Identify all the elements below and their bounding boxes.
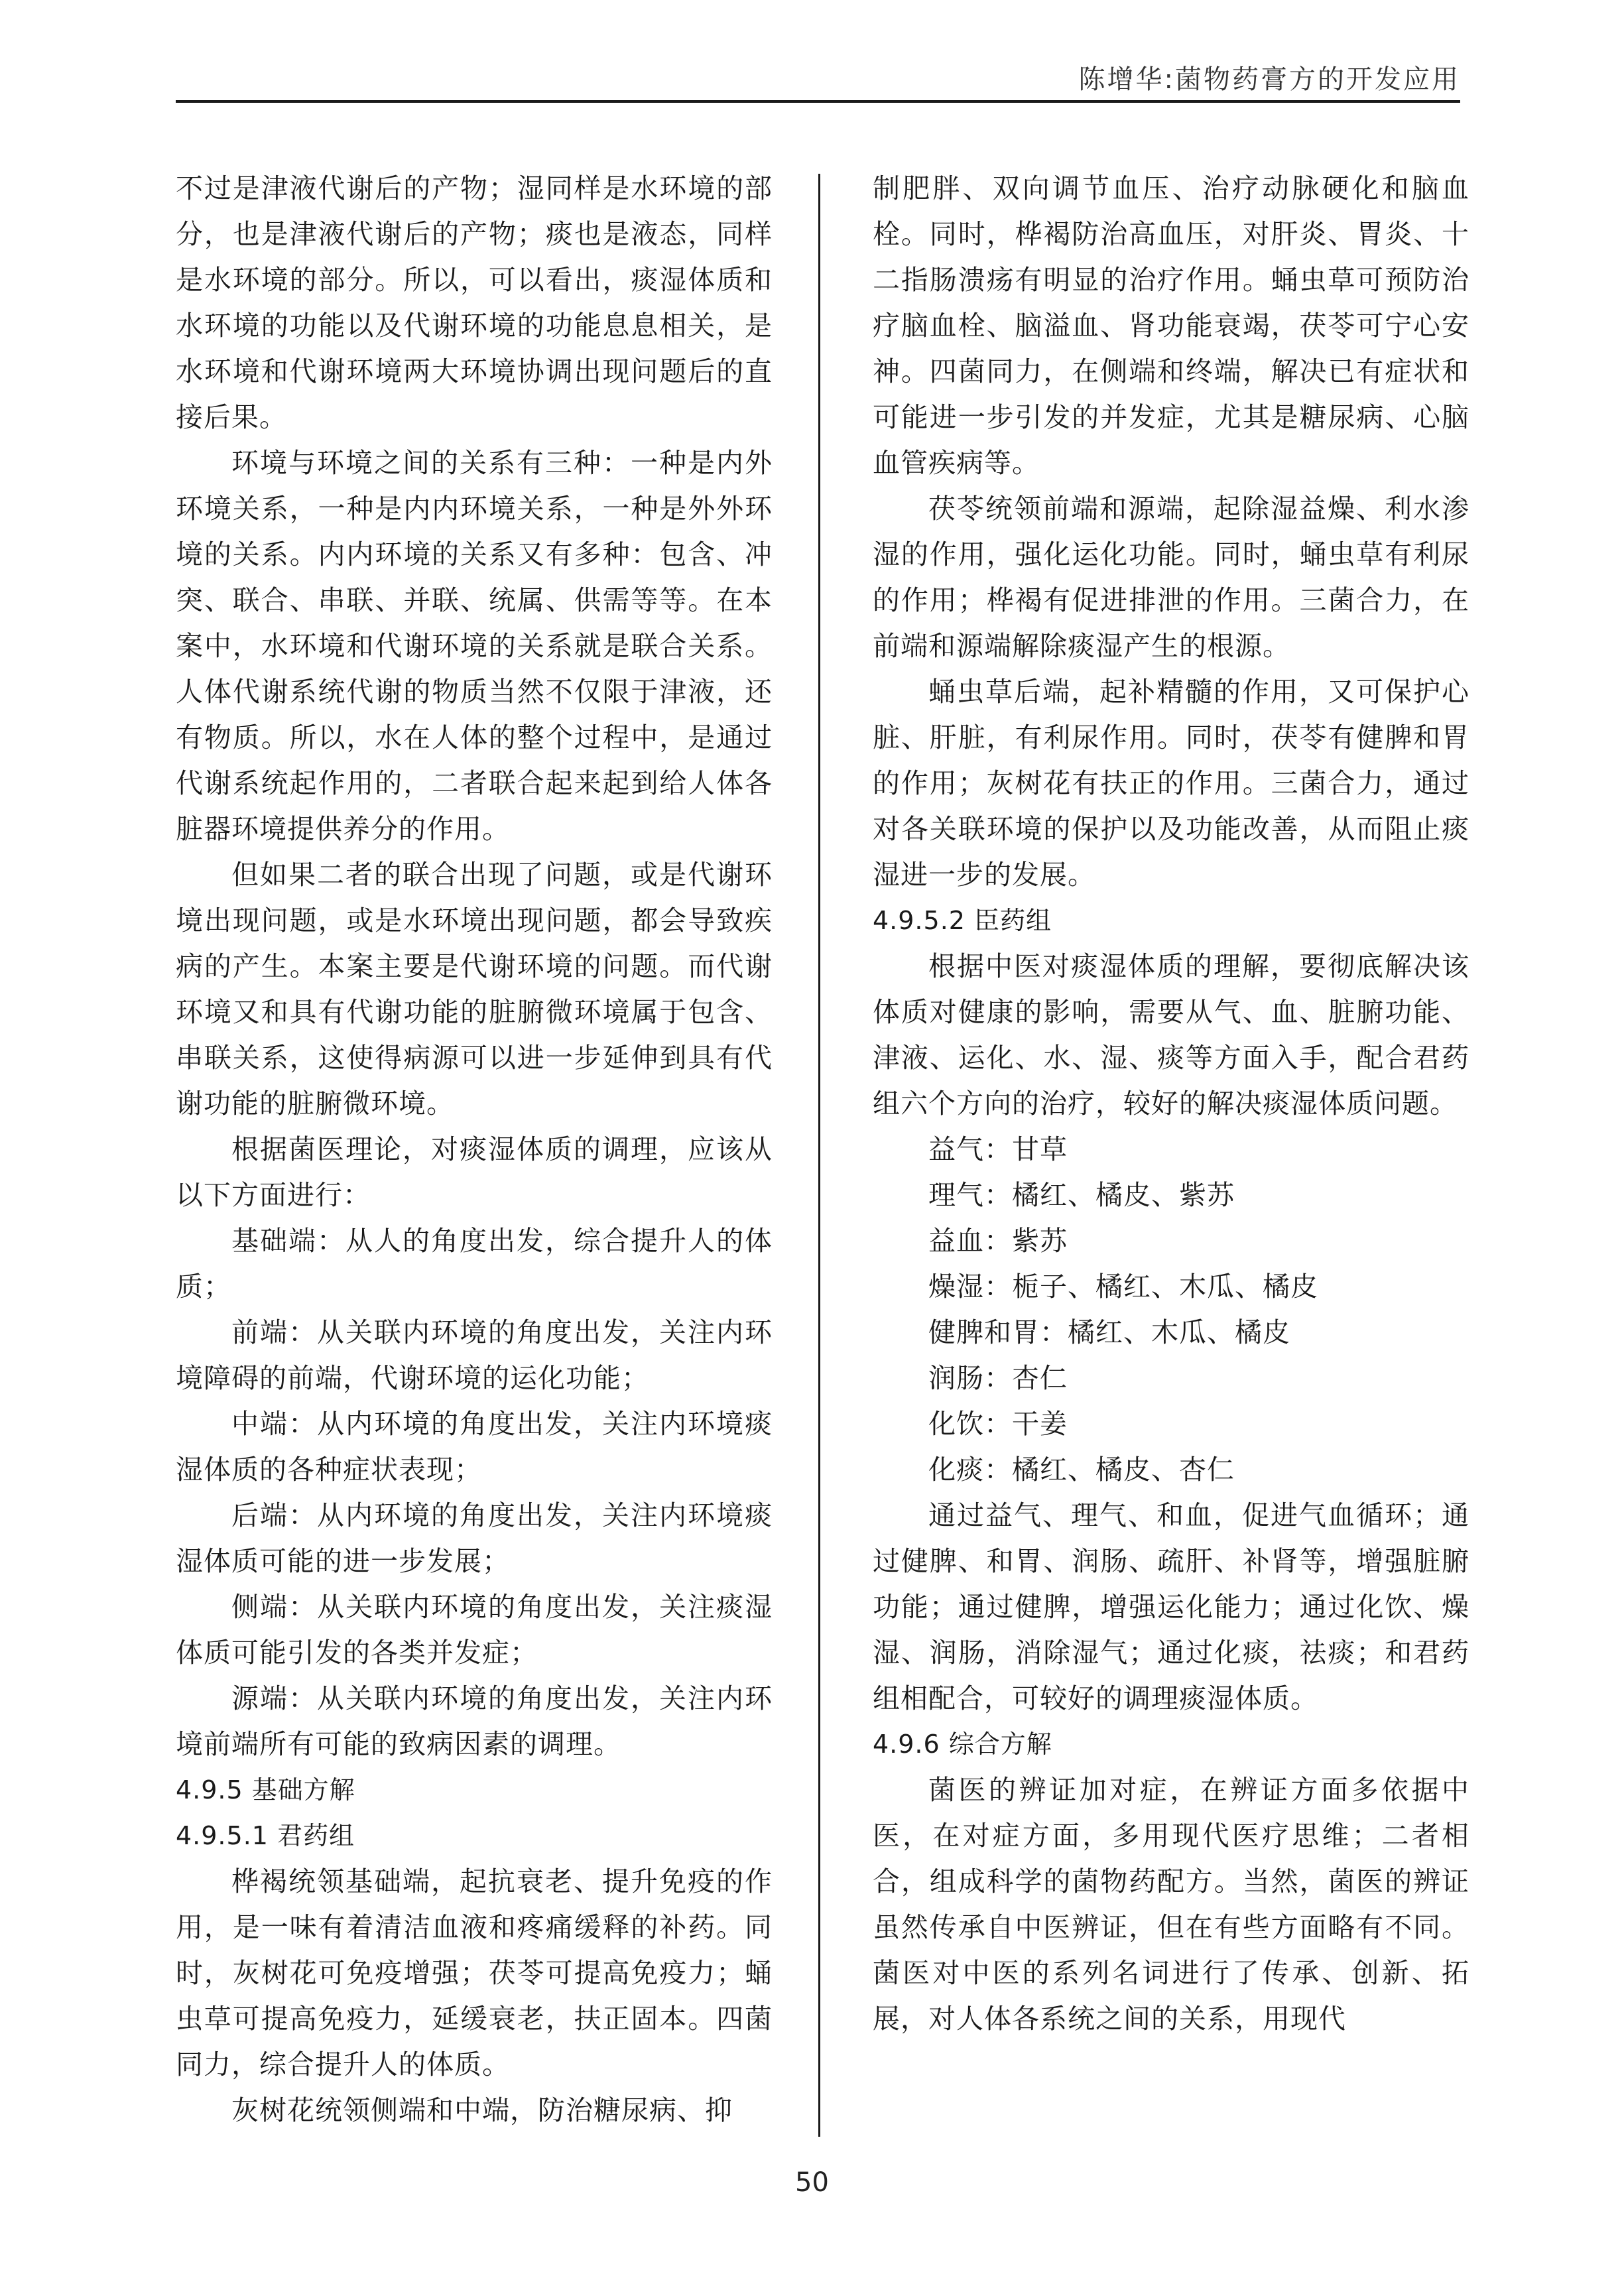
paragraph: 根据中医对痰湿体质的理解，要彻底解决该体质对健康的影响，需要从气、血、脏腑功能、津液、运化、水、湿、痰等方面入手，配合君药组六个方向的治疗，较好的解决痰湿体质问题。 (873, 950, 1469, 1119)
herb-list-item: 理气：橘红、橘皮、紫苏 (928, 1179, 1235, 1211)
paragraph: 侧端：从关联内环境的角度出发，关注痰湿体质可能引发的各类并发症； (176, 1591, 773, 1669)
paragraph: 源端：从关联内环境的角度出发，关注内环境前端所有可能的致病因素的调理。 (176, 1682, 773, 1760)
paragraph: 基础端：从人的角度出发，综合提升人的体质； (176, 1225, 773, 1302)
paragraph: 通过益气、理气、和血，促进气血循环；通过健脾、和胃、润肠、疏肝、补肾等，增强脏腑功能；通过健脾，增强运化能力；通过化饮、燥湿、润肠，消除湿气；通过化痰，祛痰；和君药组相配合，可较好的调理痰湿体质。 (873, 1499, 1469, 1714)
section-heading: 4.9.5 基础方解 (176, 1775, 355, 1804)
paragraph: 前端：从关联内环境的角度出发，关注内环境障碍的前端，代谢环境的运化功能； (176, 1316, 773, 1394)
paragraph: 制肥胖、双向调节血压、治疗动脉硬化和脑血栓。同时，桦褐防治高血压，对肝炎、胃炎、十二指肠溃疡有明显的治疗作用。蛹虫草可预防治疗脑血栓、脑溢血、肾功能衰竭，茯苓可宁心安神。四菌同力，在侧端和终端，解决已有症状和可能进一步引发的并发症，尤其是糖尿病、心脑血管疾病等。 (873, 172, 1469, 479)
herb-list-item: 化痰：橘红、橘皮、杏仁 (928, 1454, 1235, 1486)
paragraph: 桦褐统领基础端，起抗衰老、提升免疫的作用，是一味有着清洁血液和疼痛缓释的补药。同时，灰树花可免疫增强；茯苓可提高免疫力；蛹虫草可提高免疫力，延缓衰老，扶正固本。四菌同力，综合提升人的体质。 (176, 1866, 773, 2080)
left-column (176, 166, 773, 2133)
paragraph: 但如果二者的联合出现了问题，或是代谢环境出现问题，或是水环境出现问题，都会导致疾病的产生。本案主要是代谢环境的问题。而代谢环境又和具有代谢功能的脏腑微环境属于包含、串联关系，这使得病源可以进一步延伸到具有代谢功能的脏腑微环境。 (176, 859, 773, 1119)
paragraph: 不过是津液代谢后的产物；湿同样是水环境的部分，也是津液代谢后的产物；痰也是液态，同样是水环境的部分。所以，可以看出，痰湿体质和水环境的功能以及代谢环境的功能息息相关，是水环境和代谢环境两大环境协调出现问题后的直接后果。 (176, 172, 773, 433)
herb-list-item: 益气：甘草 (928, 1133, 1068, 1165)
running-header-title: 陈增华:菌物药膏方的开发应用 (1078, 64, 1460, 95)
paragraph: 茯苓统领前端和源端，起除湿益燥、利水渗湿的作用，强化运化功能。同时，蛹虫草有利尿的作用；桦褐有促进排泄的作用。三菌合力，在前端和源端解除痰湿产生的根源。 (873, 493, 1469, 662)
herb-list-item: 润肠：杏仁 (928, 1362, 1068, 1394)
right-column (873, 166, 1469, 2042)
header-rule (176, 100, 1460, 103)
herb-list-item: 健脾和胃：橘红、木瓜、橘皮 (928, 1316, 1290, 1348)
column-divider (818, 174, 820, 2137)
paragraph: 后端：从内环境的角度出发，关注内环境痰湿体质可能的进一步发展； (176, 1499, 773, 1577)
herb-list-item: 化饮：干姜 (928, 1408, 1068, 1440)
page-number: 50 (795, 2167, 829, 2198)
paragraph: 中端：从内环境的角度出发，关注内环境痰湿体质的各种症状表现； (176, 1408, 773, 1486)
paragraph: 根据菌医理论，对痰湿体质的调理，应该从以下方面进行： (176, 1133, 773, 1211)
paragraph: 菌医的辨证加对症，在辨证方面多依据中医，在对症方面，多用现代医疗思维；二者相合，组成科学的菌物药配方。当然，菌医的辨证虽然传承自中医辨证，但在有些方面略有不同。菌医对中医的系列名词进行了传承、创新、拓展，对人体各系统之间的关系，用现代 (873, 1774, 1469, 2035)
herb-list-item: 燥湿：栀子、橘红、木瓜、橘皮 (928, 1271, 1318, 1302)
paragraph: 蛹虫草后端，起补精髓的作用，又可保护心脏、肝脏，有利尿作用。同时，茯苓有健脾和胃的作用；灰树花有扶正的作用。三菌合力，通过对各关联环境的保护以及功能改善，从而阻止痰湿进一步的发展。 (873, 676, 1469, 891)
herb-list-item: 益血：紫苏 (928, 1225, 1068, 1257)
section-heading: 4.9.5.2 臣药组 (873, 906, 1052, 935)
section-heading: 4.9.5.1 君药组 (176, 1821, 355, 1850)
paragraph: 灰树花统领侧端和中端，防治糖尿病、抑 (231, 2094, 733, 2126)
paragraph: 环境与环境之间的关系有三种：一种是内外环境关系，一种是内内环境关系，一种是外外环境的关系。内内环境的关系又有多种：包含、冲突、联合、串联、并联、统属、供需等等。在本案中，水环境和代谢环境的关系就是联合关系。人体代谢系统代谢的物质当然不仅限于津液，还有物质。所以，水在人体的整个过程中，是通过代谢系统起作用的，二者联合起来起到给人体各脏器环境提供养分的作用。 (176, 447, 773, 845)
section-heading: 4.9.6 综合方解 (873, 1730, 1052, 1759)
